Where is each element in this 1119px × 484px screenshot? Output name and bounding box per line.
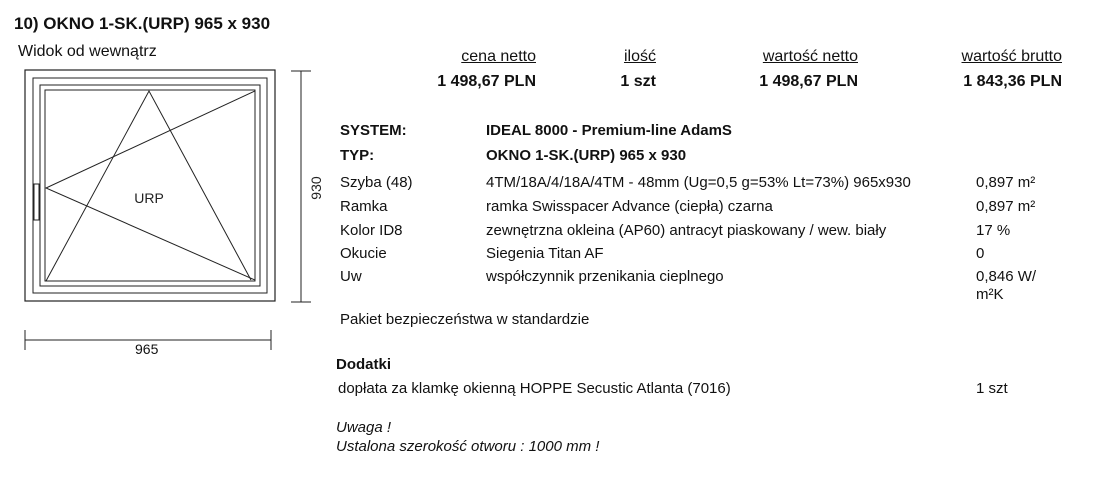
window-type-label: URP [134,190,164,206]
spec-row-qty-unit: m²K [976,286,1004,303]
price-wartosc-brutto: 1 843,36 PLN [963,73,1062,90]
spec-row-qty: 0 [976,245,985,262]
window-glass [45,90,255,281]
tilt-opening-lines [46,91,251,281]
view-label: Widok od wewnątrz [18,43,157,60]
col-header-wartosc-netto: wartość netto [762,48,858,65]
spec-row-desc: zewnętrzna okleina (AP60) antracyt piaskowany / wew. biały [486,222,887,239]
spec-row-label: Szyba (48) [340,174,413,191]
extras-heading: Dodatki [336,356,392,373]
note-line-1: Uwaga ! [336,419,392,436]
spec-row-label: Ramka [340,198,388,215]
note-line-2: Ustalona szerokość otworu : 1000 mm ! [336,438,600,455]
spec-row-qty: 0,846 W/ [976,268,1037,285]
spec-row-label: Okucie [340,245,387,262]
height-label: 930 [308,176,324,200]
price-ilosc: 1 szt [620,73,656,90]
system-value: IDEAL 8000 - Premium-line AdamS [486,122,732,139]
col-header-cena-netto: cena netto [461,48,536,65]
handle-icon [34,184,39,220]
spec-row-label: Kolor ID8 [340,222,403,239]
window-outer-frame [25,70,275,301]
extras-item-qty: 1 szt [976,380,1008,397]
typ-value: OKNO 1-SK.(URP) 965 x 930 [486,147,687,164]
col-header-ilosc: ilość [623,48,656,65]
spec-row-qty: 0,897 m² [976,198,1036,215]
spec-row-qty: 17 % [976,222,1011,239]
turn-opening-lines [46,91,255,280]
extras-item-desc: dopłata za klamkę okienną HOPPE Secustic Atlanta (7016) [338,380,731,397]
window-drawing [0,60,340,360]
spec-row-desc: współczynnik przenikania cieplnego [486,268,724,285]
price-wartosc-netto: 1 498,67 PLN [759,73,858,90]
spec-row-desc: ramka Swisspacer Advance (ciepła) czarna [486,198,773,215]
page-title: 10) OKNO 1-SK.(URP) 965 x 930 [14,14,271,33]
window-sash-outer [40,85,260,286]
spec-row-desc: Siegenia Titan AF [486,245,604,262]
typ-label: TYP: [340,147,375,164]
width-label: 965 [135,341,159,357]
spec-row-label: Uw [340,268,362,285]
col-header-wartosc-brutto: wartość brutto [961,48,1062,65]
spec-row-desc: 4TM/18A/4/18A/4TM - 48mm (Ug=0,5 g=53% Lt=73%) 965x930 [486,174,911,191]
window-frame-inner [33,78,267,293]
price-cena-netto: 1 498,67 PLN [437,73,536,90]
system-label: SYSTEM: [340,122,407,139]
package-note: Pakiet bezpieczeństwa w standardzie [340,311,590,328]
spec-row-qty: 0,897 m² [976,174,1036,191]
